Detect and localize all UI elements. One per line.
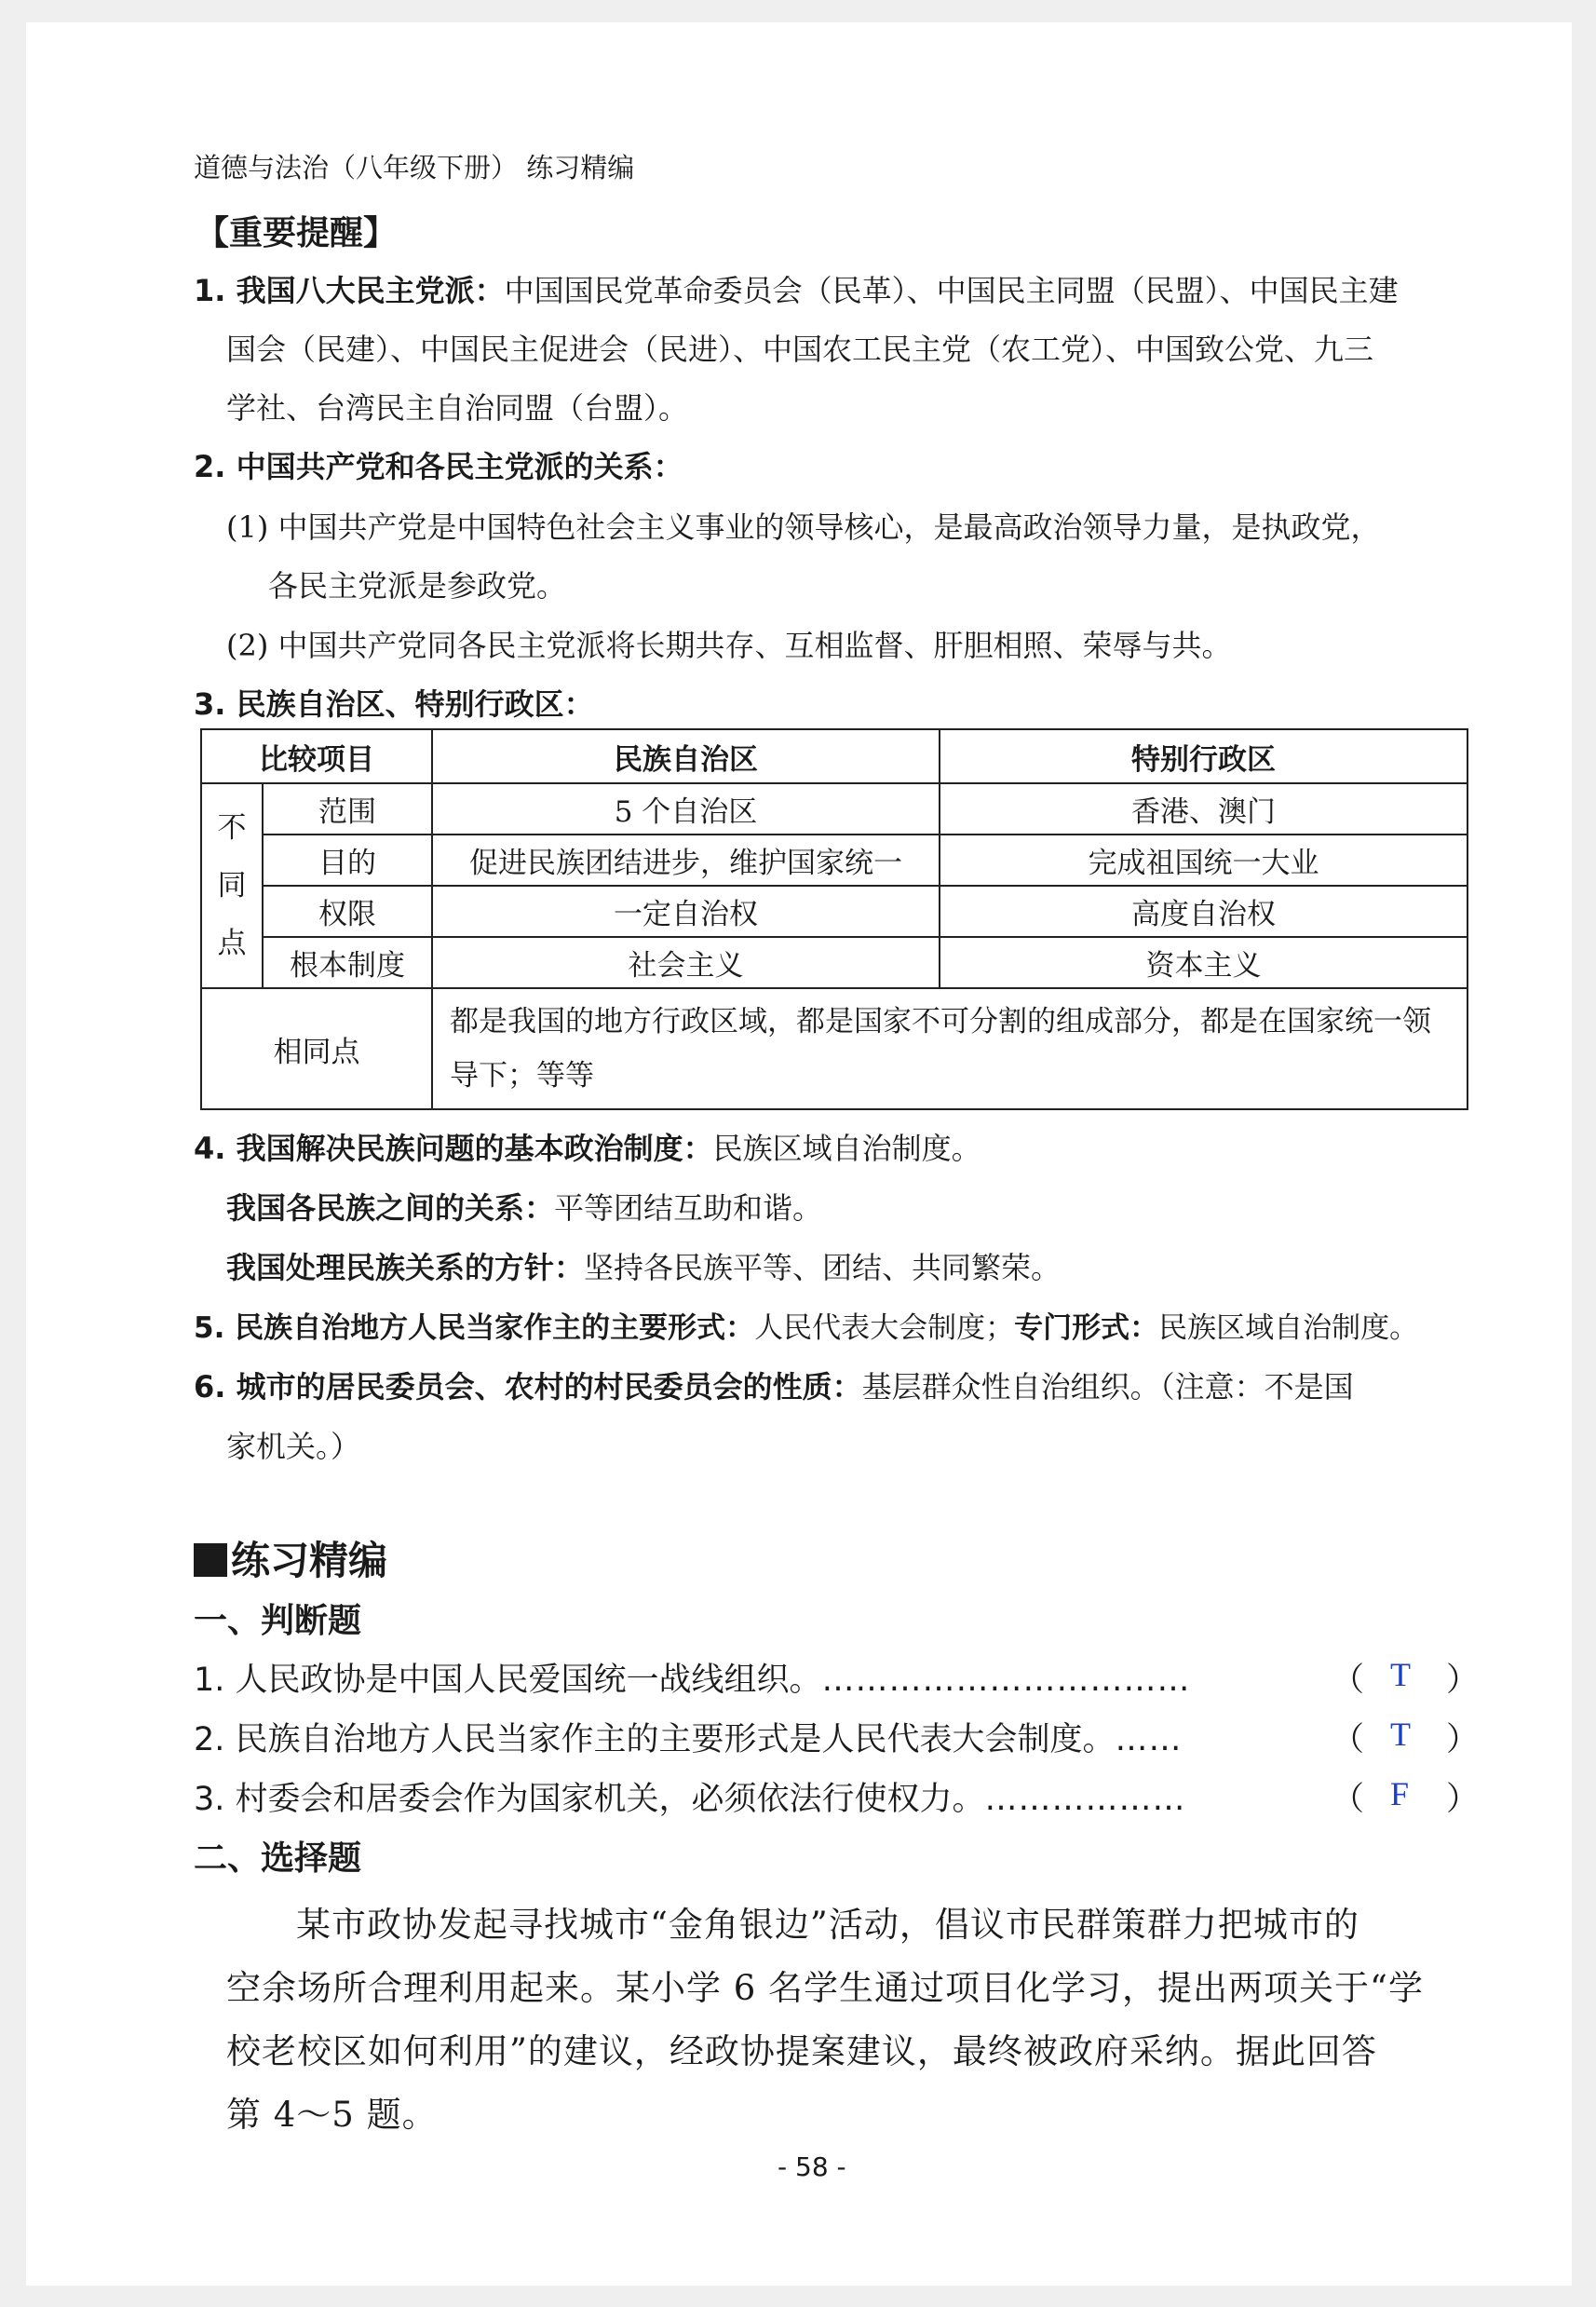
table-same-label: 相同点 bbox=[201, 988, 432, 1109]
reminder-item-2-sub-2: (2) 中国共产党同各民主党派将长期共存、互相监督、肝胆相照、荣辱与共。 bbox=[226, 628, 1232, 663]
table-cell-item: 根本制度 bbox=[263, 937, 432, 988]
page-number: - 58 - bbox=[778, 2151, 846, 2182]
table-cell-sar: 资本主义 bbox=[940, 937, 1468, 988]
reminder-item-4-text: 民族区域自治制度。 bbox=[712, 1131, 981, 1166]
reminder-item-2-sub-1-cont: 各民主党派是参政党。 bbox=[268, 568, 567, 604]
reminder-item-6-line-1 bbox=[194, 1364, 1354, 1406]
judge-3-paren-open: （ bbox=[1332, 1781, 1365, 1818]
comparison-table bbox=[200, 728, 1468, 1110]
table-cell-item: 权限 bbox=[263, 886, 432, 937]
choice-passage-line-2: 空余场所合理利用起来。某小学 6 名学生通过项目化学习，提出两项关于“学 bbox=[226, 1968, 1424, 2008]
table-cell-item: 目的 bbox=[263, 835, 432, 886]
judge-question-1: 1. 人民政协是中国人民爱国统一战线组织。…………………………… bbox=[194, 1662, 1191, 1699]
table-cell-autonomous: 促进民族团结进步，维护国家统一 bbox=[432, 835, 940, 886]
judge-2-paren-close: ） bbox=[1446, 1721, 1480, 1758]
judge-3-answer[interactable]: F bbox=[1390, 1775, 1410, 1812]
reminder-item-4-line-2 bbox=[226, 1185, 822, 1228]
choice-passage-line-3: 校老校区如何利用”的建议，经政协提案建议，最终被政府采纳。据此回答 bbox=[226, 2031, 1377, 2071]
judge-question-3: 3. 村委会和居委会作为国家机关，必须依法行使权力。……………… bbox=[194, 1781, 1186, 1818]
judge-1-paren-open: （ bbox=[1332, 1662, 1365, 1699]
reminder-item-4-line-3 bbox=[226, 1244, 1061, 1287]
exercise-title: 练习精编 bbox=[194, 1530, 387, 1586]
table-row bbox=[201, 886, 1468, 937]
table-row bbox=[201, 783, 1468, 835]
reminder-item-1-text: 中国国民党革命委员会（民革）、中国民主同盟（民盟）、中国民主建 bbox=[504, 273, 1399, 308]
choice-section-title: 二、选择题 bbox=[194, 1839, 362, 1878]
reminder-item-3-label: 3. 民族自治区、特别行政区： bbox=[194, 686, 594, 722]
table-header-row bbox=[201, 729, 1468, 783]
reminder-item-6-line-2: 家机关。） bbox=[226, 1429, 361, 1464]
reminder-item-4-text-2: 平等团结互助和谐。 bbox=[554, 1190, 823, 1226]
reminder-item-5-label: 5. 民族自治地方人民当家作主的主要形式： bbox=[194, 1311, 755, 1345]
table-cell-autonomous: 社会主义 bbox=[432, 937, 940, 988]
reminder-item-1-line-2: 国会（民建）、中国民主促进会（民进）、中国农工民主党（农工党）、中国致公党、九三 bbox=[226, 332, 1374, 367]
table-row bbox=[201, 937, 1468, 988]
reminder-item-1-line-3: 学社、台湾民主自治同盟（台盟）。 bbox=[226, 390, 689, 426]
table-same-row bbox=[201, 988, 1468, 1109]
judge-1-paren-close: ） bbox=[1446, 1662, 1480, 1699]
choice-passage-line-4: 第 4～5 题。 bbox=[226, 2095, 438, 2135]
reminder-item-5-text-2: 民族区域自治制度。 bbox=[1158, 1311, 1419, 1345]
table-cell-autonomous: 5 个自治区 bbox=[432, 783, 940, 835]
reminder-item-2-label: 2. 中国共产党和各民主党派的关系： bbox=[194, 449, 683, 484]
black-square-icon bbox=[194, 1543, 227, 1577]
running-head: 道德与法治（八年级下册） 练习精编 bbox=[194, 152, 635, 183]
table-row bbox=[201, 835, 1468, 886]
reminder-item-5-text: 人民代表大会制度； bbox=[754, 1311, 1015, 1345]
table-cell-sar: 完成祖国统一大业 bbox=[940, 835, 1468, 886]
reminder-item-5-label-2: 专门形式： bbox=[1014, 1311, 1159, 1345]
judge-question-2: 2. 民族自治地方人民当家作主的主要形式是人民代表大会制度。…… bbox=[194, 1721, 1183, 1758]
judge-2-paren-open: （ bbox=[1332, 1721, 1365, 1758]
reminder-item-1-label: 1. 我国八大民主党派： bbox=[194, 273, 505, 308]
table-header-sar: 特别行政区 bbox=[940, 729, 1468, 783]
table-cell-sar: 香港、澳门 bbox=[940, 783, 1468, 835]
table-cell-autonomous: 一定自治权 bbox=[432, 886, 940, 937]
reminder-title: 【重要提醒】 bbox=[196, 214, 398, 252]
table-header-autonomous-region: 民族自治区 bbox=[432, 729, 940, 783]
reminder-item-6-text: 基层群众性自治组织。（注意：不是国 bbox=[861, 1369, 1354, 1405]
reminder-item-5-line bbox=[194, 1304, 1418, 1346]
reminder-item-4-label-3: 我国处理民族关系的方针： bbox=[226, 1250, 585, 1285]
reminder-item-1-line-1 bbox=[194, 267, 1399, 310]
judge-section-title: 一、判断题 bbox=[194, 1602, 362, 1640]
reminder-item-6-label: 6. 城市的居民委员会、农村的村民委员会的性质： bbox=[194, 1369, 862, 1405]
table-header-item: 比较项目 bbox=[201, 729, 432, 783]
judge-3-paren-close: ） bbox=[1446, 1781, 1480, 1818]
judge-2-answer[interactable]: T bbox=[1390, 1716, 1411, 1753]
table-cell-sar: 高度自治权 bbox=[940, 886, 1468, 937]
table-same-text: 都是我国的地方行政区域，都是国家不可分割的组成部分，都是在国家统一领导下；等等 bbox=[432, 988, 1468, 1109]
table-cell-item: 范围 bbox=[263, 783, 432, 835]
reminder-item-4-text-3: 坚持各民族平等、团结、共同繁荣。 bbox=[584, 1250, 1062, 1285]
reminder-item-4-label-2: 我国各民族之间的关系： bbox=[226, 1190, 555, 1226]
table-diff-label: 不 同 点 bbox=[201, 783, 263, 988]
choice-passage-line-1: 某市政协发起寻找城市“金角银边”活动，倡议市民群策群力把城市的 bbox=[296, 1905, 1359, 1945]
reminder-item-2-sub-1: (1) 中国共产党是中国特色社会主义事业的领导核心，是最高政治领导力量，是执政党， bbox=[226, 509, 1381, 545]
judge-1-answer[interactable]: T bbox=[1390, 1656, 1411, 1693]
reminder-item-4-line-1 bbox=[194, 1125, 981, 1168]
reminder-item-4-label: 4. 我国解决民族问题的基本政治制度： bbox=[194, 1131, 713, 1166]
